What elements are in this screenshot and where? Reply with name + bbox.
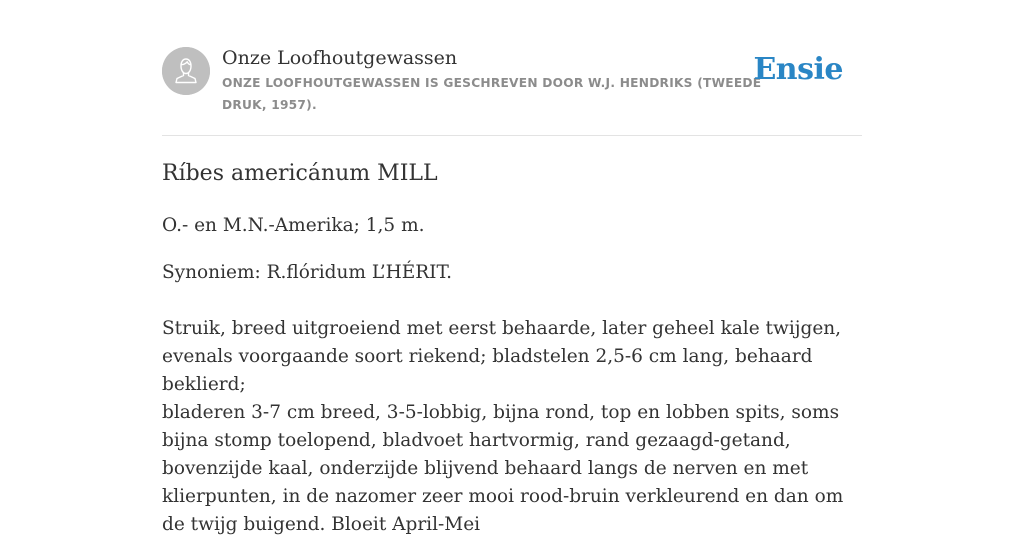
source-description: ONZE LOOFHOUTGEWASSEN IS GESCHREVEN DOOR W.J. HENDRIKS (TWEEDE DRUK, 1957). [222,76,762,112]
entry-paragraph: Struik, breed uitgroeiend met eerst behaarde, later geheel kale twijgen, evenals voorgaande soort riekend; bladstelen 2,5-6 cm lang, behaard beklierd; [162,318,842,395]
entry-paragraph: O.- en M.N.-Amerika; 1,5 m. [162,215,425,236]
entry-paragraph: bladeren 3-7 cm breed, 3-5-lobbig, bijna rond, top en lobben spits, soms bijna stomp toelopend, bladvoet hartvormig, rand gezaagd-getand, bovenzijde kaal, onderzijde blijvend behaard langs de nerven en met klierpunten, in de nazomer zeer mooi rood-bruin verkleurend en dan om de twijg buigend. Bloeit April-Mei [162,402,844,535]
source-header [162,0,862,136]
user-silhouette-icon [162,47,210,95]
entry-title: Ríbes americánum MILL [162,161,438,186]
page-container [162,0,862,535]
entry-paragraph: Synoniem: R.flóridum L’HÉRIT. [162,262,452,283]
brand-logo[interactable]: Ensie [753,52,843,87]
source-title[interactable]: Onze Loofhoutgewassen [222,47,458,69]
